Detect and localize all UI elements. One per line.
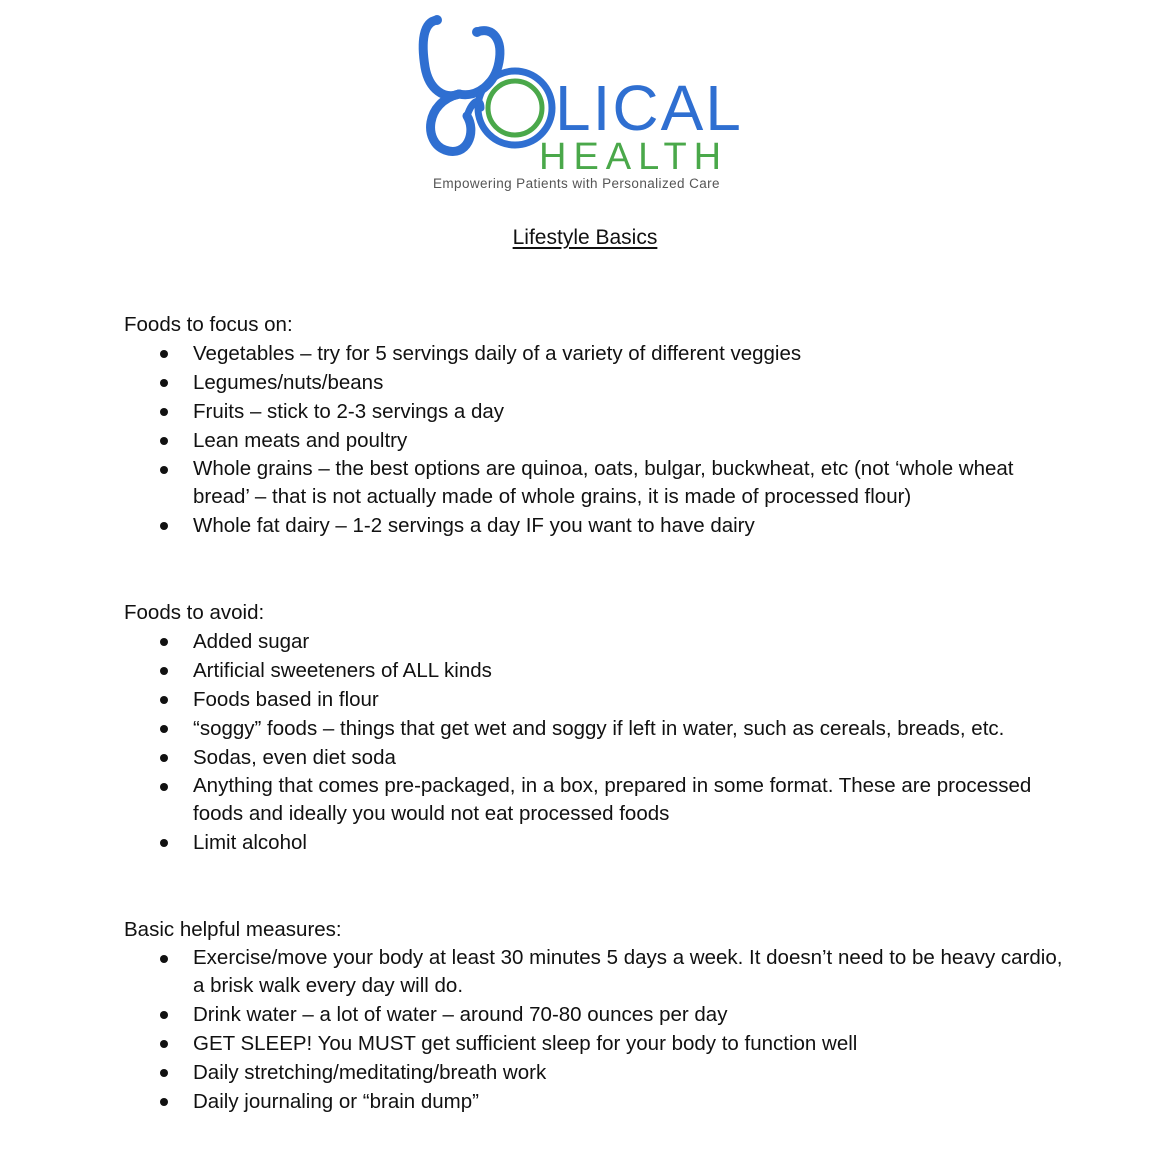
- bullet-icon: [160, 725, 168, 733]
- bullet-icon: [160, 839, 168, 847]
- bullet-icon: [160, 1011, 168, 1019]
- bullet-icon: [160, 1040, 168, 1048]
- list-item: Whole fat dairy – 1-2 servings a day IF you want to have dairy: [124, 511, 1064, 540]
- list-item: Daily stretching/meditating/breath work: [124, 1058, 1064, 1087]
- bullet-icon: [160, 379, 168, 387]
- list-item: Legumes/nuts/beans: [124, 368, 1064, 397]
- bullet-icon: [160, 350, 168, 358]
- list-item: Vegetables – try for 5 servings daily of a variety of different veggies: [124, 339, 1064, 368]
- logo-wordmark-top: LICAL: [555, 72, 743, 144]
- section-heading: Foods to focus on:: [124, 313, 293, 336]
- list-item: Fruits – stick to 2-3 servings a day: [124, 397, 1064, 426]
- list-item: Sodas, even diet soda: [124, 743, 1064, 772]
- bullet-icon: [160, 437, 168, 445]
- bullet-icon: [160, 955, 168, 963]
- document-title: Lifestyle Basics: [512, 226, 658, 249]
- bullet-icon: [160, 1069, 168, 1077]
- logo-tagline: Empowering Patients with Personalized Care: [433, 176, 720, 191]
- brand-logo: [0, 0, 1170, 200]
- section-heading: Basic helpful measures:: [124, 918, 342, 941]
- section-basic-helpful-measures: [124, 915, 1064, 1116]
- bullet-icon: [160, 696, 168, 704]
- bullet-list: [124, 944, 1064, 1116]
- list-item: Daily journaling or “brain dump”: [124, 1087, 1064, 1116]
- bullet-icon: [160, 783, 168, 791]
- bullet-icon: [160, 754, 168, 762]
- bullet-list: [124, 339, 1064, 540]
- section-foods-to-avoid: [124, 598, 1064, 857]
- list-item: Limit alcohol: [124, 828, 1064, 857]
- bullet-icon: [160, 466, 168, 474]
- logo-wordmark-bottom: HEALTH: [539, 136, 729, 178]
- list-item: Exercise/move your body at least 30 minutes 5 days a week. It doesn’t need to be heavy cardio, a brisk walk every day will do.: [124, 944, 1064, 1000]
- list-item: Added sugar: [124, 627, 1064, 656]
- list-item: Anything that comes pre-packaged, in a box, prepared in some format. These are processed foods and ideally you would not eat processed foods: [124, 772, 1064, 828]
- list-item: Lean meats and poultry: [124, 426, 1064, 455]
- bullet-icon: [160, 1098, 168, 1106]
- bullet-icon: [160, 638, 168, 646]
- section-foods-to-focus-on: [124, 310, 1064, 540]
- bullet-icon: [160, 408, 168, 416]
- list-item: GET SLEEP! You MUST get sufficient sleep for your body to function well: [124, 1029, 1064, 1058]
- list-item: Whole grains – the best options are quinoa, oats, bulgar, buckwheat, etc (not ‘whole wheat bread’ – that is not actually made of whole grains, it is made of processed flour): [124, 455, 1064, 511]
- section-heading: Foods to avoid:: [124, 601, 265, 624]
- list-item: Drink water – a lot of water – around 70-80 ounces per day: [124, 1000, 1064, 1029]
- list-item: Foods based in flour: [124, 685, 1064, 714]
- bullet-list: [124, 627, 1064, 857]
- bullet-icon: [160, 522, 168, 530]
- stethoscope-logo-mark: [415, 12, 755, 197]
- bullet-icon: [160, 667, 168, 675]
- list-item: Artificial sweeteners of ALL kinds: [124, 656, 1064, 685]
- list-item: “soggy” foods – things that get wet and soggy if left in water, such as cereals, breads, etc.: [124, 714, 1064, 743]
